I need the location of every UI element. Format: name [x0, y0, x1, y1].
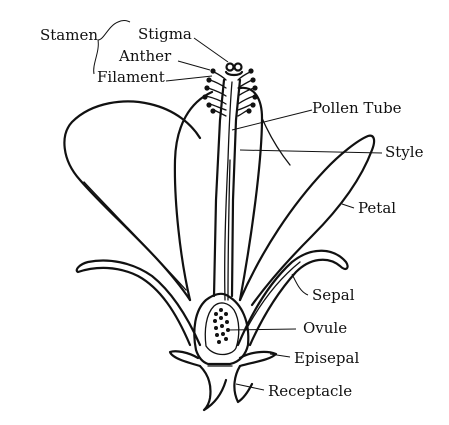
ovary [194, 294, 248, 364]
label-style: Style [385, 143, 424, 161]
label-petal: Petal [358, 199, 397, 217]
left-sepal [77, 261, 200, 345]
ovule-dots [213, 308, 230, 344]
label-anther: Anther [119, 47, 172, 65]
center-petal [175, 88, 262, 300]
label-filament: Filament [97, 68, 165, 86]
episepal-left [170, 351, 200, 366]
label-pollen-tube: Pollen Tube [312, 99, 402, 117]
label-stigma: Stigma [138, 25, 192, 43]
label-receptacle: Receptacle [268, 382, 353, 400]
label-stamen: Stamen [40, 26, 99, 44]
pollen-tube [225, 82, 232, 300]
label-ovule: Ovule [303, 319, 348, 337]
receptacle [200, 366, 252, 410]
label-episepal: Episepal [294, 349, 360, 367]
stigma [226, 64, 242, 76]
label-sepal: Sepal [312, 286, 355, 304]
